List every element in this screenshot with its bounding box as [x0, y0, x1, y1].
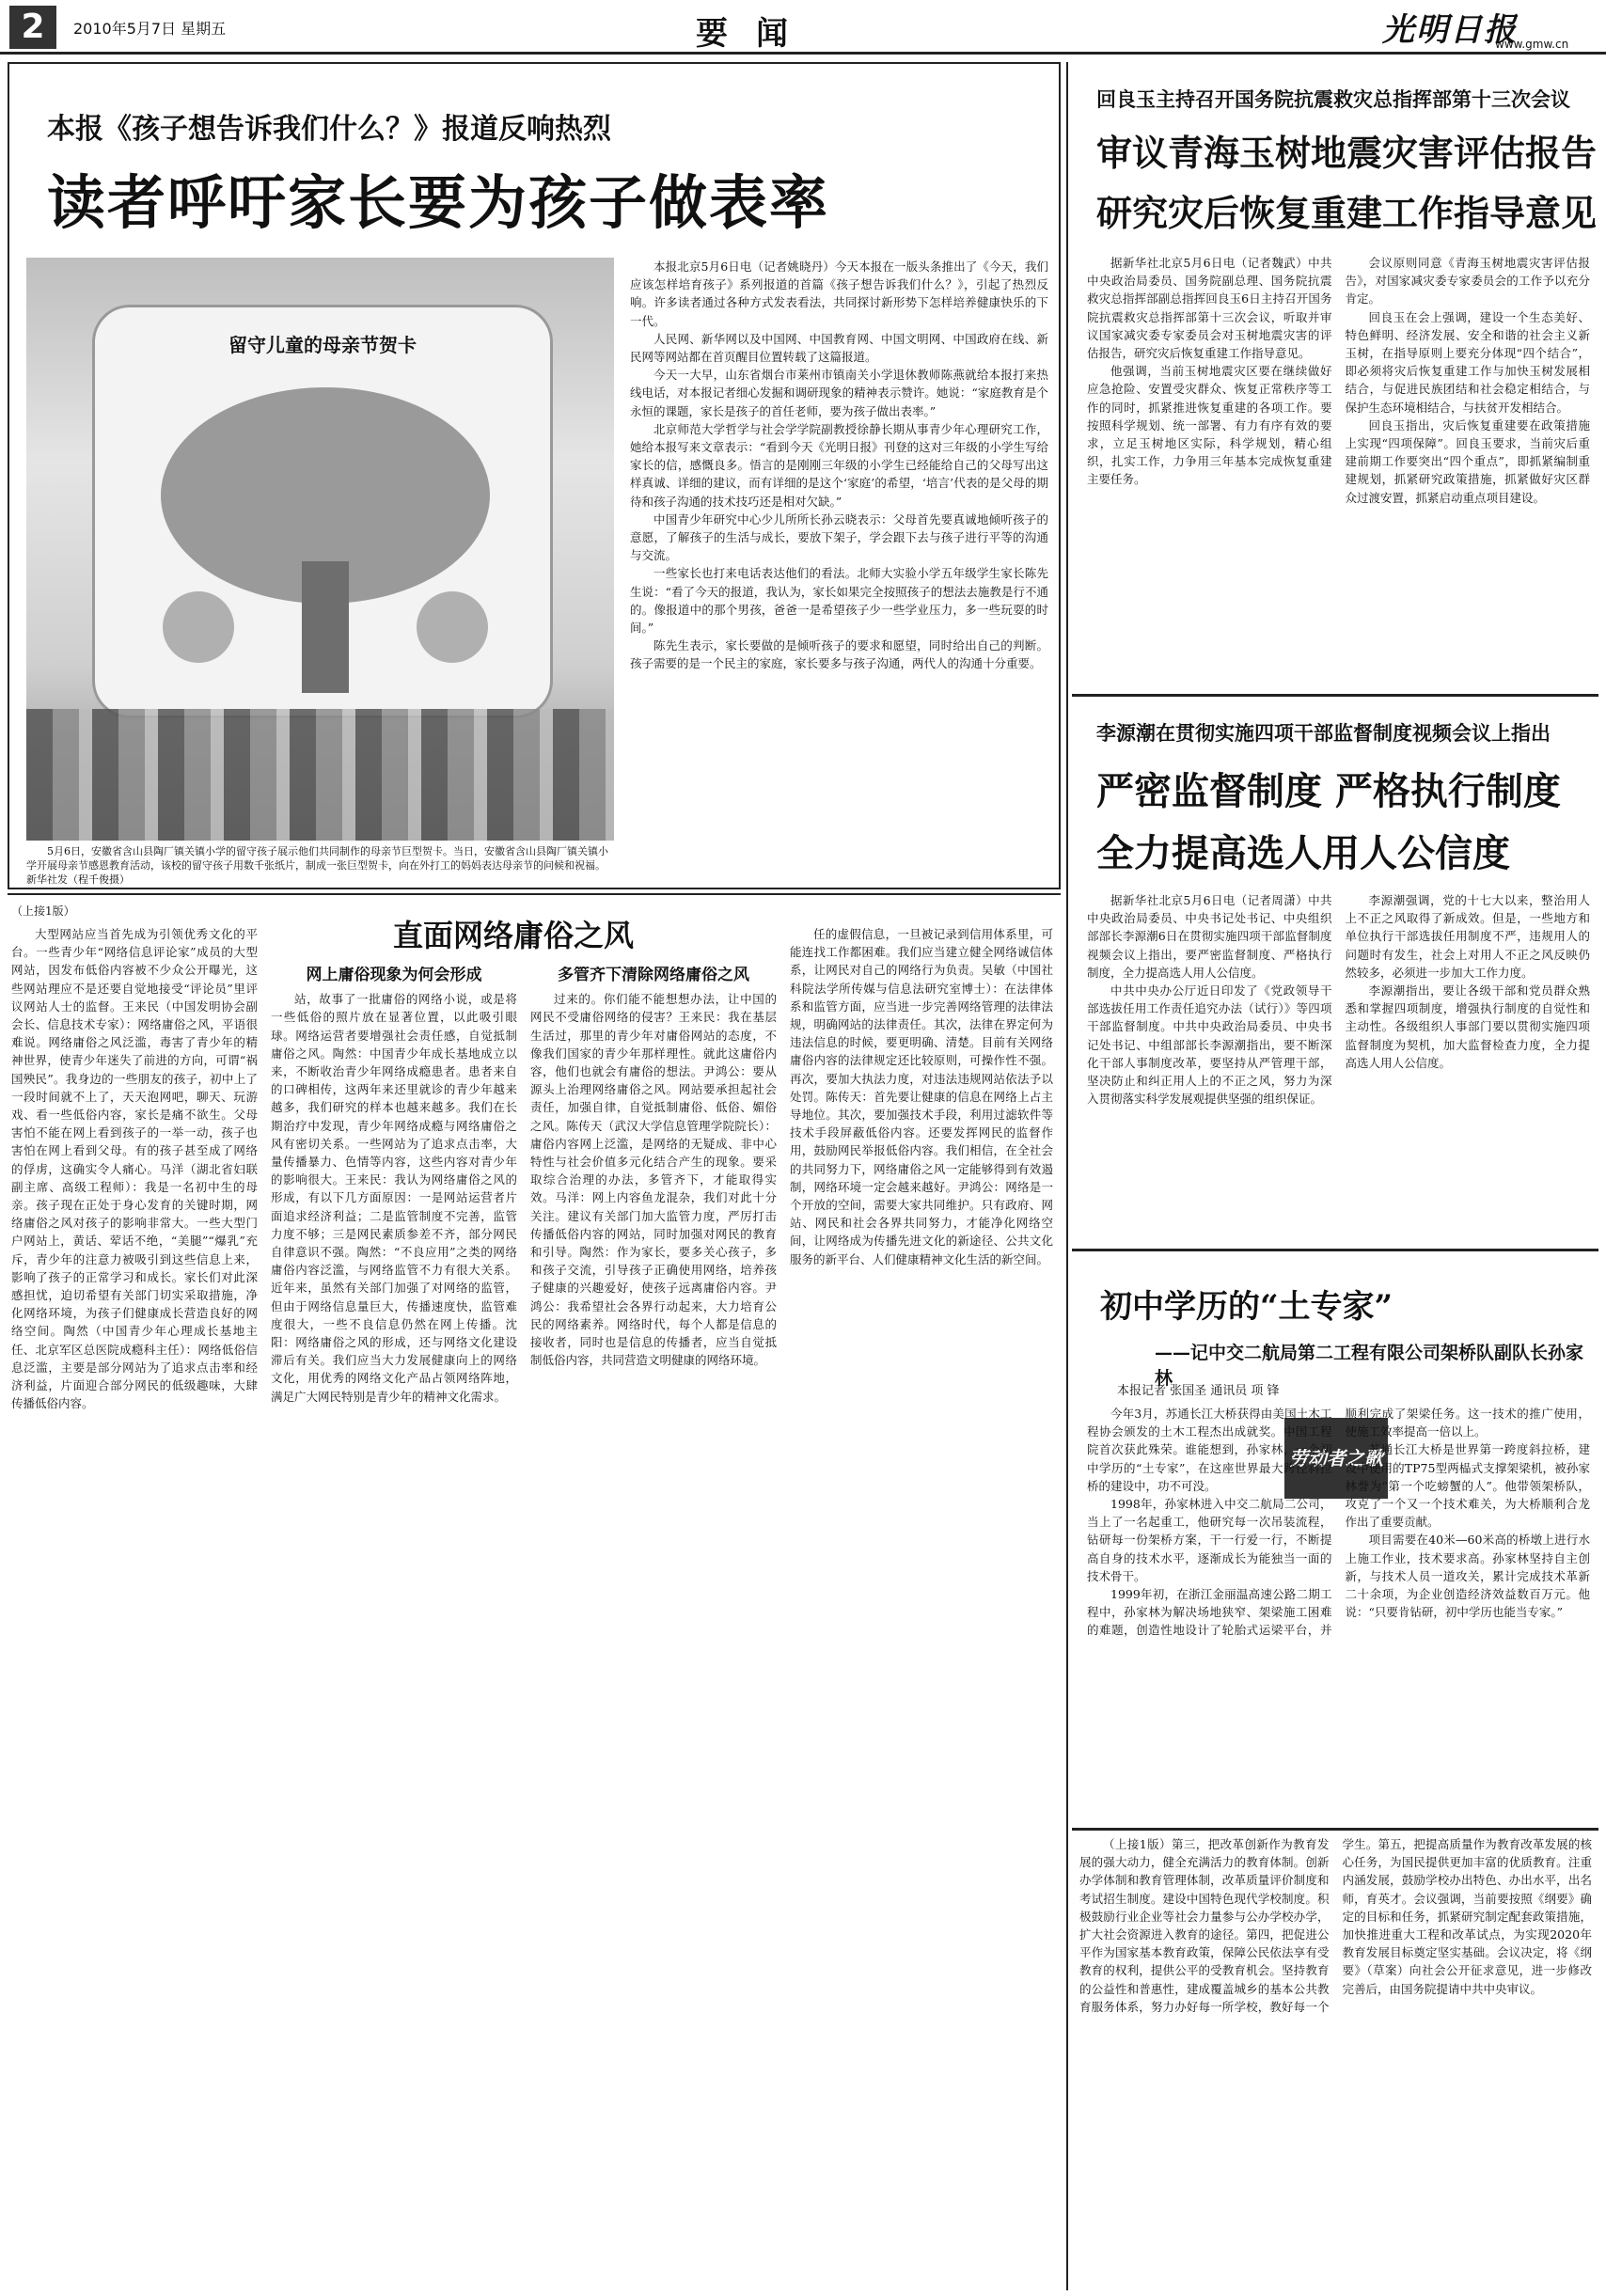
divider: [1072, 1828, 1598, 1831]
body-paragraph: 1998年，孙家林进入中交二航局二公司，当上了一名起重工，他研究每一次吊装流程，钻研每一份架桥方案，干一行爱一行，不断提高自身的技术水平，逐渐成长为能独当一面的技术骨干。: [1087, 1497, 1332, 1583]
column-story: [8, 899, 1061, 2290]
body-paragraph: 李源潮强调，党的十七大以来，整治用人上不正之风取得了新成效。但是，一些地方和单位执行干部选拔任用制度不严，违规用人的问题时有发生，社会上对用人不正之风反映仍然较多，必须进一步加大工作力度。: [1345, 893, 1590, 980]
mid-right-story: [1079, 707, 1597, 1243]
column-subhead-2: 多管齐下清除网络庸俗之风: [558, 967, 749, 984]
feature-headline: 初中学历的“土专家”: [1100, 1288, 1393, 1326]
lead-paragraph: 人民网、新华网以及中国网、中国教育网、中国文明网、中国政府在线、新民网等网站都在首页醒目位置转载了这篇报道。: [630, 331, 1048, 365]
body-paragraph: 会议原则同意《青海玉树地震灾害评估报告》，对国家减灾委专家委员会的工作予以充分肯定。: [1345, 256, 1590, 307]
column-subhead-1: 网上庸俗现象为何会形成: [306, 967, 482, 984]
tree-drawing-icon: [133, 373, 518, 702]
lead-paragraph: 北京师范大学哲学与社会学学院副教授徐静长期从事青少年心理研究工作，她给本报写来文章表示：“看到今天《光明日报》刊登的这对三年级的小学生写给家长的信，感慨良多。悟言的是刚刚三年级的小学生已经能给自己的父母写出这样真诚、详细的建议，而有详细的是这个‘家庭’的希望，‘培言’代表的是父母的期待和孩子沟通的技术技巧还是相对欠缺。”: [630, 421, 1048, 509]
continued-label: （上接1版）: [11, 904, 75, 918]
issue-date: 2010年5月7日 星期五: [73, 20, 227, 38]
section-title: 要闻: [696, 15, 816, 53]
body-paragraph: 今年3月，苏通长江大桥获得由美国土木工程协会颁发的土木工程杰出成就奖。中国工程院首次获此殊荣。谁能想到，孙家林，一个初中学历的“土专家”，在这座世界最大跨径斜拉桥的建设中，功不可没。: [1087, 1407, 1332, 1493]
children-group: [26, 709, 614, 841]
website-url[interactable]: www.gmw.cn: [1495, 38, 1569, 51]
feature-subhead: ——记中交二航局第二工程有限公司架桥队副队长孙家林: [1155, 1343, 1584, 1389]
lead-paragraph: 今天一大早，山东省烟台市莱州市镇南关小学退休教师陈燕就给本报打来热线电话，对本报记者细心发掘和调研现象的精神表示赞许。她说：“家庭教育是个永恒的课题，家长是孩子的首任老师，要为孩子做出表率。”: [630, 368, 1048, 418]
body-paragraph: 1999年初，在浙江金丽温高速公路二期工程中，孙家林为解决场地狭窄、架梁施工困难的难题，创造性地设计了轮胎式运梁平台，并顺利完成了架梁任务。这一技术的推广使用，使施工效率提高一倍以上。: [1087, 1407, 1590, 1638]
feature-byline: 本报记者 张国圣 通讯员 项 锋: [1117, 1384, 1280, 1398]
top-right-headline-1: 审议青海玉树地震灾害评估报告: [1096, 132, 1597, 174]
paper-logo: 光明日报: [1382, 11, 1518, 49]
lead-kicker: 本报《孩子想告诉我们什么？》报道反响热烈: [47, 113, 611, 146]
lead-story: [8, 62, 1061, 889]
lead-paragraph: 一些家长也打来电话表达他们的看法。北师大实验小学五年级学生家长陈先生说：“看了今天的报道，我认为，家长如果完全按照孩子的想法去施教是行不通的。像报道中的那个男孩，爸爸一是希望孩子少一些学业压力，多一些玩耍的时间。”: [630, 566, 1048, 636]
lead-body: [630, 258, 1048, 882]
lead-paragraph: 本报北京5月6日电（记者姚晓丹）今天本报在一版头条推出了《今天，我们应该怎样培育孩子》系列报道的首篇《孩子想告诉我们什么？》，引起了热烈反响。许多读者通过各种方式发表看法，共同探讨新形势下怎样培养健康快乐的下一代。: [630, 259, 1048, 328]
divider: [1072, 1249, 1598, 1251]
mid-right-body: [1087, 891, 1590, 1234]
photo-caption: 5月6日，安徽省含山县陶厂镇关镇小学的留守孩子展示他们共同制作的母亲节巨型贺卡。当日，安徽省含山县陶厂镇关镇小学开展母亲节感恩教育活动，该校的留守孩子用数千张纸片，制成一张巨型贺卡，向在外打工的妈妈表达母亲节的问候和祝福。新华社发（程千俊摄）: [26, 845, 608, 886]
body-paragraph: 李源潮指出，要让各级干部和党员群众熟悉和掌握四项制度，增强执行制度的自觉性和主动性。各级组织人事部门要以贯彻实施四项监督制度为契机，加大监督检查力度，全力提高选人用人公信度。: [1345, 983, 1590, 1070]
column-text-4: 任的虚假信息，一旦被记录到信用体系里，可能连找工作都困难。我们应当建立健全网络诚信体系，让网民对自己的网络行为负责。吴敏（中国社科院法学所传媒与信息法研究室博士）：在法律体系和监管方面，应当进一步完善网络管理的法律法规，明确网站的法律责任。其次，法律在界定何为违法信息的时候，要更明确、清楚。目前有关网络庸俗内容的法律规定还比较原则，可操作性不强。再次，要加大执法力度，对违法违规网站依法予以处罚。陈传天：首先要让健康的信息在网络上占主导地位。其次，要加强技术手段，利用过滤软件等技术手段屏蔽低俗内容。还要发挥网民的监督作用，鼓励网民举报低俗内容。我们相信，在全社会的共同努力下，网络庸俗之风一定能够得到有效遏制，网络环境一定会越来越好。尹鸿公：网络是一个开放的空间，需要大家共同维护。只有政府、网站、网民和社会各界共同努力，才能净化网络空间，让网络成为传播先进文化的新途径、公共文化服务的新平台、人们健康精神文化生活的新空间。: [790, 927, 1053, 1266]
column-text-3: [530, 967, 777, 2283]
lead-photo: [26, 258, 614, 841]
mid-right-kicker: 李源潮在贯彻实施四项干部监督制度视频会议上指出: [1096, 721, 1551, 745]
lead-paragraph: 中国青少年研究中心少儿所所长孙云晓表示：父母首先要真诚地倾听孩子的意愿，了解孩子的生活与成长，要放下架子，学会跟下去与孩子进行平等的沟通与交流。: [630, 511, 1048, 563]
vertical-divider: [1066, 62, 1068, 2290]
body-paragraph: 回良玉指出，灾后恢复重建要在政策措施上实现“四项保障”。回良玉要求，当前灾后重建前期工作要突出“四个重点”，即抓紧编制重建规划，抓紧研究政策措施，抓紧做好灾区群众过渡安置，抓紧启动重点项目建设。: [1345, 417, 1590, 505]
page-header: [0, 0, 1606, 55]
bottom-right-body: （上接1版）第三，把改革创新作为教育发展的强大动力，健全充满活力的教育体制。创新办学体制和教育管理体制，改革质量评价制度和考试招生制度。建设中国特色现代学校制度。积极鼓励行业企业等社会力量参与公办学校办学，扩大社会资源进入教育的途径。第四，把促进公平作为国家基本教育政策，保障公民依法享有受教育的权利，提供公平的受教育机会。坚持教育的公益性和普惠性，建成覆盖城乡的基本公共教育服务体系，努力办好每一所学校，教好每一个学生。第五，把提高质量作为教育改革发展的核心任务，为国民提供更加丰富的优质教育。注重内涵发展，鼓励学校办出特色、办出水平，出名师，育英才。会议强调，当前要按照《纲要》确定的目标和任务，抓紧研究制定配套政策措施，加快推进重大工程和改革试点，为实现2020年教育发展目标奠定坚实基础。会议决定，将《纲要》（草案）向社会公开征求意见，进一步修改完善后，由国务院提请中共中央审议。: [1079, 1837, 1592, 2014]
top-right-headline-2: 研究灾后恢复重建工作指导意见: [1096, 192, 1597, 234]
column-text-2: [271, 967, 517, 2283]
column-headline: 直面网络庸俗之风: [393, 918, 635, 953]
top-right-body: [1087, 254, 1590, 668]
body-paragraph: 他强调，当前玉树地震灾区要在继续做好应急抢险、安置受灾群众、恢复正常秩序等工作的同时，抓紧推进恢复重建的各项工作。要按照科学规划、统一部署、有力有序有效的要求，立足玉树地区实际，科学规划，精心组织，扎实工作，力争用三年基本完成恢复重建主要任务。: [1087, 364, 1332, 487]
column-text-2-body: 站，故事了一批庸俗的网络小说，或是将一些低俗的照片放在显著位置，以此吸引眼球。网络运营者要增强社会责任感，自觉抵制庸俗之风。陶然：中国青少年成长基地成立以来，不断收治青少年网络成瘾患者。患者来自的口碑相传，这两年来还里就诊的青少年越来越多，我们研究的样本也越来越多。我们在长期治疗中发现，青少年网络成瘾与网络庸俗之风有密切关系。一些网站为了追求点击率，大量传播暴力、色情等内容，这些内容对青少年的影响很大。王来民：我认为网络庸俗之风的形成，有以下几方面原因：一是网站运营者片面追求经济利益；二是监管制度不完善，监管力度不够；三是网民素质参差不齐，部分网民自律意识不强。陶然：“不良应用”之类的网络庸俗内容泛滥，与网络监管不力有很大关系。近年来，虽然有关部门加强了对网络的监管，但由于网络信息量巨大，传播速度快，监管难度很大，一些不良信息仍然在网上传播。沈阳：网络庸俗之风的形成，还与网络文化建设滞后有关。我们应当大力发展健康向上的网络文化，用优秀的网络文化产品占领网络阵地，满足广大网民特别是青少年的精神文化需求。: [271, 992, 517, 1404]
body-paragraph: 中共中央办公厅近日印发了《党政领导干部选拔任用工作责任追究办法（试行）》等四项干部监督制度。中共中央政治局委员、中央书记处书记、中组部部长李源潮指出，要不断深化干部人事制度改革，要坚持从严管理干部，坚决防止和纠正用人上的不正之风，努力为深入贯彻落实科学发展观提供坚强的组织保证。: [1087, 983, 1332, 1107]
column-text-1: 大型网站应当首先成为引领优秀文化的平台。一些青少年“网络信息评论家”成员的大型网站，因发布低俗内容被不少众公开曝光，这些网站理应不是还要自觉地接受“评论员”里评议网站人士的监督。王来民（中国发明协会副会长、信息技术专家）：网络庸俗之风，平语很难说。网络庸俗之风泛滥，毒害了青少年的精神世界，使青少年迷失了前进的方向，可谓“祸国殃民”。我身边的一些朋友的孩子，初中上了一段时间就不上了，天天泡网吧，聊天、玩游戏、看一些低俗内容，家长是痛不欲生。父母害怕不能在网上看到孩子的一举一动，孩子也害怕在网上看到父母。有的孩子甚至成了网络的俘虏，这确实令人痛心。马洋（湖北省妇联副主席、高级工程师）：我是一名初中生的母亲。孩子现在正处于身心发育的关键时期，网络庸俗之风对孩子的影响非常大。一些大型门户网站上，黄话、荤话不绝，“美腿”“爆乳”充斥，青少年的注意力被吸引到这些信息上来，影响了孩子的正常学习和成长。家长们对此深感担忧，迫切希望有关部门切实采取措施，净化网络环境，为孩子们健康成长营造良好的网络空间。陶然（中国青少年心理成长基地主任、北京军区总医院成瘾科主任）：网络低俗信息泛滥，主要是部分网站为了追求点击率和经济利益，片面迎合部分网民的低级趣味，大肆传播低俗内容。: [11, 927, 258, 1411]
top-right-story: [1079, 79, 1597, 681]
mid-right-headline-2: 全力提高选人用人公信度: [1096, 831, 1510, 875]
column-text-3-body: 过来的。你们能不能想想办法，让中国的网民不受庸俗网络的侵害？王来民：我在基层生活过，那里的青少年对庸俗网站的态度，不像我们国家的青少年那样理性。就此这庸俗内容，他们也就会有庸俗的想法。尹鸿公：要从源头上治理网络庸俗之风。网站要承担起社会责任，加强自律，自觉抵制庸俗、低俗、媚俗之风。陈传天（武汉大学信息管理学院院长）：庸俗内容网上泛滥，是网络的无疑成、非中心特性与社会价值多元化结合产生的现象。要采取综合治理的办法，多管齐下，才能取得实效。马洋：网上内容鱼龙混杂，我们对此十分关注。建议有关部门加大监管力度，严厉打击传播低俗内容的网站，同时加强对网民的教育和引导。陶然：作为家长，要多关心孩子，多和孩子交流，引导孩子正确使用网络，培养孩子健康的兴趣爱好，使孩子远离庸俗内容。尹鸿公：我希望社会各界行动起来，大力培育公民的网络素养。网络时代，每个人都是信息的接收者，同时也是信息的传播者，应当自觉抵制低俗内容，共同营造文明健康的网络环境。: [530, 992, 777, 1368]
feature-story: [1079, 1258, 1597, 1822]
mid-right-headline-1: 严密监督制度 严格执行制度: [1096, 769, 1561, 813]
card-banner: 留守儿童的母亲节贺卡: [228, 334, 417, 356]
page-number: 2: [9, 6, 56, 49]
feature-stamp: 劳动者之歌: [1284, 1418, 1388, 1499]
body-paragraph: 项目需要在40米—60米高的桥墩上进行水上施工作业，技术要求高。孙家林坚持自主创新，与技术人员一道攻关，累计完成技术革新二十余项，为企业创造经济效益数百万元。他说：“只要肯钻研，初中学历也能当专家。”: [1345, 1533, 1590, 1620]
greeting-card: [92, 305, 553, 718]
body-paragraph: 据新华社北京5月6日电（记者魏武）中共中央政治局委员、国务院副总理、国务院抗震救灾总指挥部副总指挥回良玉6日主持召开国务院抗震救灾总指挥部第十三次会议，听取并审议国家减灾委专家委员会对玉树地震灾害的评估报告，研究灾后恢复重建工作指导意见。: [1087, 256, 1332, 361]
top-right-kicker: 回良玉主持召开国务院抗震救灾总指挥部第十三次会议: [1096, 87, 1570, 111]
body-paragraph: 回良玉在会上强调，建设一个生态美好、特色鲜明、经济发展、安全和谐的社会主义新玉树，在指导原则上要充分体现“四个结合”，即必须将灾后恢复重建工作与加快玉树发展相结合，与促进民族团结和社会稳定相结合，与保护生态环境相结合，与扶贫开发相结合。: [1345, 309, 1590, 415]
body-paragraph: 据新华社北京5月6日电（记者周潇）中共中央政治局委员、中央书记处书记、中央组织部部长李源潮6日在贯彻实施四项干部监督制度视频会议上指出，要严密监督制度、严格执行制度，全力提高选人用人公信度。: [1087, 893, 1332, 980]
lead-headline: 读者呼吁家长要为孩子做表率: [47, 168, 830, 237]
divider: [8, 893, 1061, 895]
divider: [1072, 694, 1598, 697]
body-paragraph: 苏通长江大桥是世界第一跨度斜拉桥，建设中使用的TP75型两榀式支撑架梁机，被孙家林誉为“第一个吃螃蟹的人”。他带领架桥队，攻克了一个又一个技术难关，为大桥顺利合龙作出了重要贡献。: [1345, 1442, 1590, 1530]
lead-paragraph: 陈先生表示，家长要做的是倾听孩子的要求和愿望，同时给出自己的判断。孩子需要的是一个民主的家庭，家长要多与孩子沟通，两代人的沟通十分重要。: [630, 638, 1048, 671]
feature-body: [1087, 1405, 1590, 1815]
